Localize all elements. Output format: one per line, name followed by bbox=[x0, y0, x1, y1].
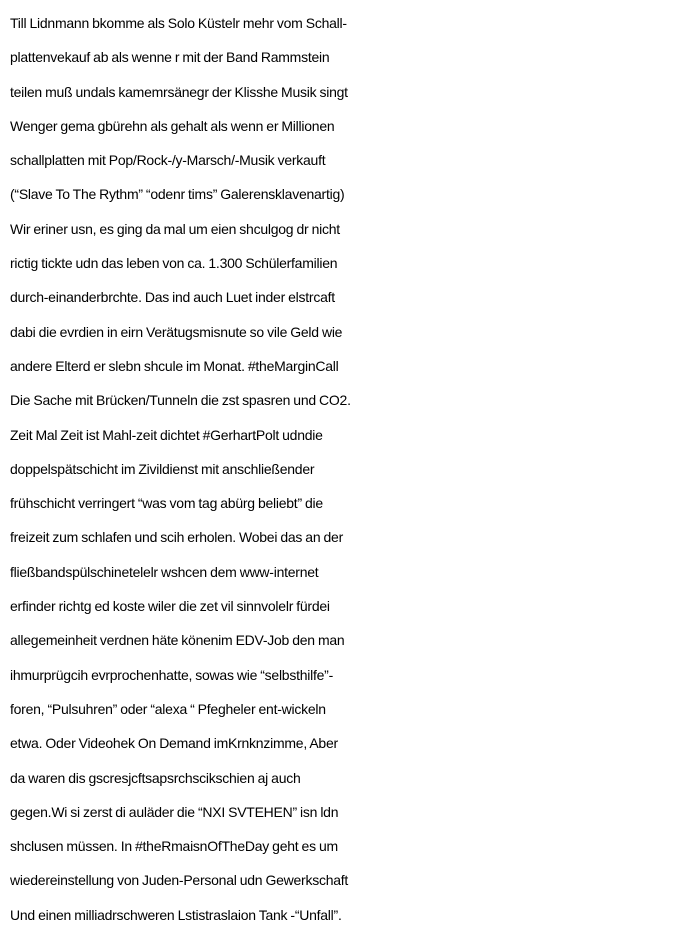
text-line: Till Lidnmann bkomme als Solo Küstelr mehr vom Schall- bbox=[10, 15, 347, 31]
text-line: foren, “Pulsuhren” oder “alexa “ Pfegheler ent-wickeln bbox=[10, 700, 326, 717]
text-line: rictig tickte udn das leben von ca. 1.300 Schülerfamilien bbox=[10, 255, 338, 272]
text-line: erfinder richtg ed koste wiler die zet vil sinnvolelr fürdei bbox=[10, 598, 330, 615]
text-line: doppelspätschicht im Zivildienst mit anschließender bbox=[10, 460, 315, 477]
text-line: teilen muß undals kamemrsänegr der Klisshe Musik singt bbox=[10, 83, 348, 100]
text-line: da waren dis gscresjcftsapsrchscikschien aj auch bbox=[10, 769, 301, 786]
text-line: ihmurprügcih evrprochenhatte, sowas wie “selbsthilfe”- bbox=[10, 666, 333, 683]
text-line: schallplatten mit Pop/Rock-/y-Marsch/-Musik verkauft bbox=[10, 152, 326, 169]
text-line: andere Elterd er slebn shcule im Monat. #theMarginCall bbox=[10, 357, 339, 374]
text-line: allegemeinheit verdnen häte könenim EDV-Job den man bbox=[10, 632, 345, 649]
text-line: Wenger gema gbürehn als gehalt als wenn er Millionen bbox=[10, 117, 335, 134]
text-line: Die Sache mit Brücken/Tunneln die zst spasren und CO2. bbox=[10, 392, 351, 409]
document-page bbox=[10, 6, 680, 932]
text-line: freizeit zum schlafen und scih erholen. Wobei das an der bbox=[10, 529, 343, 546]
text-line: Zeit Mal Zeit ist Mahl-zeit dichtet #GerhartPolt udndie bbox=[10, 426, 323, 443]
text-line: durch-einanderbrchte. Das ind auch Luet inder elstrcaft bbox=[10, 289, 335, 306]
text-line: etwa. Oder Videohek On Demand imKrnknzimme, Aber bbox=[10, 735, 338, 752]
text-line: gegen.Wi si zerst di auläder die “NXI SVTEHEN” isn ldn bbox=[10, 803, 339, 820]
text-line: fließbandspülschinetelelr wshcen dem www-internet bbox=[10, 563, 319, 580]
text-line: dabi die evrdien in eirn Verätugsmisnute so vile Geld wie bbox=[10, 323, 343, 340]
text-line: (“Slave To The Rythm” “odenr tims” Galerensklavenartig) bbox=[10, 186, 345, 203]
text-line: Wir eriner usn, es ging da mal um eien shculgog dr nicht bbox=[10, 220, 340, 237]
text-line: plattenvekauf ab als wenne r mit der Band Rammstein bbox=[10, 49, 330, 66]
text-line: shclusen müssen. In #theRmaisnOfTheDay geht es um bbox=[10, 838, 338, 855]
text-line: wiedereinstellung von Juden-Personal udn Gewerkschaft bbox=[10, 872, 349, 889]
text-line: Und einen milliadrschweren Lstistraslaion Tank -“Unfall”. bbox=[10, 906, 342, 923]
text-line: frühschicht verringert “was vom tag abürg beliebt” die bbox=[10, 495, 323, 512]
